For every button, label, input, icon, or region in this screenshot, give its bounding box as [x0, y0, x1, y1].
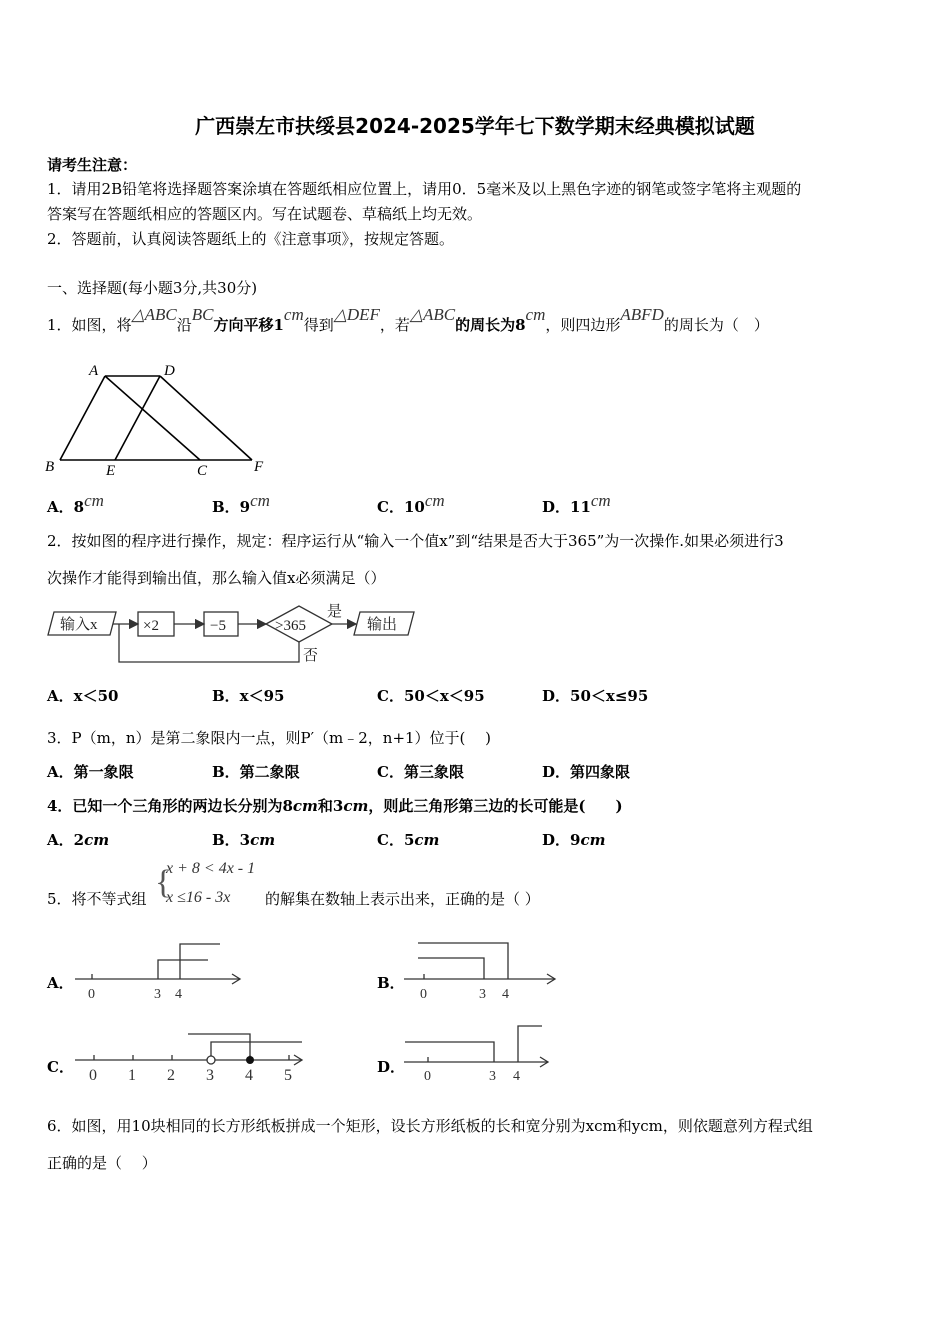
q1-label-e: E [106, 463, 116, 479]
flow-no-label: 否 [303, 648, 319, 664]
q5-stem-post: 的解集在数轴上表示出来，正确的是（ ） [265, 890, 540, 908]
flow-compare-box: >365 [275, 618, 306, 634]
q5-brace: { [155, 864, 172, 901]
q5-inequality-1: x + 8 < 4x - 1 [166, 860, 256, 877]
q5-option-b-label[interactable]: B． [377, 974, 405, 992]
notice-heading: 请考生注意： [47, 156, 138, 174]
tick-3: 3 [479, 987, 486, 1002]
q5-option-c-label[interactable]: C． [47, 1058, 74, 1076]
q2-stem-line-2: 次操作才能得到输出值，那么输入值x必须满足（） [47, 569, 386, 587]
q2-option-b[interactable]: B．x＜95 [212, 687, 285, 705]
q4-option-c[interactable]: C．5cm [377, 831, 440, 849]
q4-stem: 4．已知一个三角形的两边长分别为8cm和3cm，则此三角形第三边的长可能是( ) [47, 797, 623, 815]
q1-figure [40, 358, 280, 480]
tick-0: 0 [89, 1067, 97, 1084]
q4-option-d[interactable]: D．9cm [542, 831, 606, 849]
notice-line-3: 2．答题前，认真阅读答题纸上的《注意事项》，按规定答题。 [47, 230, 455, 248]
q3-option-b[interactable]: B．第二象限 [212, 763, 300, 781]
flow-subtract-box: −5 [210, 618, 226, 634]
q2-option-c[interactable]: C．50＜x＜95 [377, 687, 485, 705]
flow-multiply-box: ×2 [143, 618, 159, 634]
tick-0: 0 [88, 987, 95, 1002]
section-heading: 一、选择题(每小题3分,共30分) [47, 279, 258, 297]
q5-inequality-2: x ≤16 - 3x [166, 889, 231, 906]
q3-option-c[interactable]: C．第三象限 [377, 763, 464, 781]
tick-3: 3 [489, 1069, 496, 1084]
q2-stem-line-1: 2．按如图的程序进行操作，规定：程序运行从“输入一个值x”到“结果是否大于365”为一次操作.如果必须进行3 [47, 532, 784, 550]
q5-option-b-numberline[interactable] [400, 934, 560, 1002]
flow-output-box: 输出 [367, 617, 398, 633]
tick-3: 3 [154, 987, 161, 1002]
q1-stem: 1．如图，将△ABC沿BC方向平移1cm得到△DEF，若△ABC的周长为8cm，则四边形ABFD的周长为（ ） [47, 305, 769, 334]
tick-2: 2 [167, 1067, 175, 1084]
q3-option-a[interactable]: A．第一象限 [47, 763, 134, 781]
q5-option-a-label[interactable]: A． [47, 974, 74, 992]
q5-stem-pre: 5．将不等式组 [47, 890, 147, 908]
q6-stem-line-2: 正确的是（ ） [47, 1154, 157, 1172]
tick-4: 4 [175, 987, 182, 1002]
open-point [207, 1056, 215, 1064]
tick-0: 0 [420, 987, 427, 1002]
q6-stem-line-1: 6．如图，用10块相同的长方形纸板拼成一个矩形，设长方形纸板的长和宽分别为xcm和ycm，则依题意列方程式组 [47, 1117, 813, 1135]
q2-flowchart [44, 600, 424, 670]
q1-label-f: F [254, 459, 264, 475]
q5-option-c-numberline[interactable] [70, 1024, 310, 1086]
q1-option-c[interactable]: C．10cm [377, 491, 445, 516]
q5-option-d-numberline[interactable] [400, 1020, 560, 1086]
notice-line-1: 1．请用2B铅笔将选择题答案涂填在答题纸相应位置上，请用0．5毫米及以上黑色字迹的钢笔或签字笔将主观题的 [47, 180, 802, 198]
tick-4: 4 [513, 1069, 520, 1084]
q1-option-b[interactable]: B．9cm [212, 491, 270, 516]
q3-stem: 3．P（m，n）是第二象限内一点，则P′（m﹣2，n+1）位于( ) [47, 729, 492, 747]
q4-option-a[interactable]: A．2cm [47, 831, 110, 849]
q1-label-a: A [89, 363, 99, 379]
tick-3: 3 [206, 1067, 214, 1084]
q1-label-b: B [45, 459, 55, 475]
flow-yes-label: 是 [327, 604, 343, 620]
tick-1: 1 [128, 1067, 136, 1084]
tick-4: 4 [502, 987, 509, 1002]
tick-4: 4 [245, 1067, 253, 1084]
q2-option-a[interactable]: A．x＜50 [47, 687, 119, 705]
q3-option-d[interactable]: D．第四象限 [542, 763, 631, 781]
closed-point [246, 1056, 254, 1064]
page-title: 广西崇左市扶绥县2024-2025学年七下数学期末经典模拟试题 [195, 114, 755, 138]
q1-option-a[interactable]: A．8cm [47, 491, 104, 516]
q1-label-d: D [164, 363, 175, 379]
tick-0: 0 [424, 1069, 431, 1084]
notice-line-2: 答案写在答题纸相应的答题区内。写在试题卷、草稿纸上均无效。 [47, 205, 483, 223]
flow-input-box: 输入x [60, 617, 98, 633]
q1-option-d[interactable]: D．11cm [542, 491, 611, 516]
q4-option-b[interactable]: B．3cm [212, 831, 276, 849]
tick-5: 5 [284, 1067, 292, 1084]
q5-option-d-label[interactable]: D． [377, 1058, 406, 1076]
q5-option-a-numberline[interactable] [70, 936, 250, 1002]
q1-label-c: C [197, 463, 208, 479]
q2-option-d[interactable]: D．50＜x≤95 [542, 687, 649, 705]
